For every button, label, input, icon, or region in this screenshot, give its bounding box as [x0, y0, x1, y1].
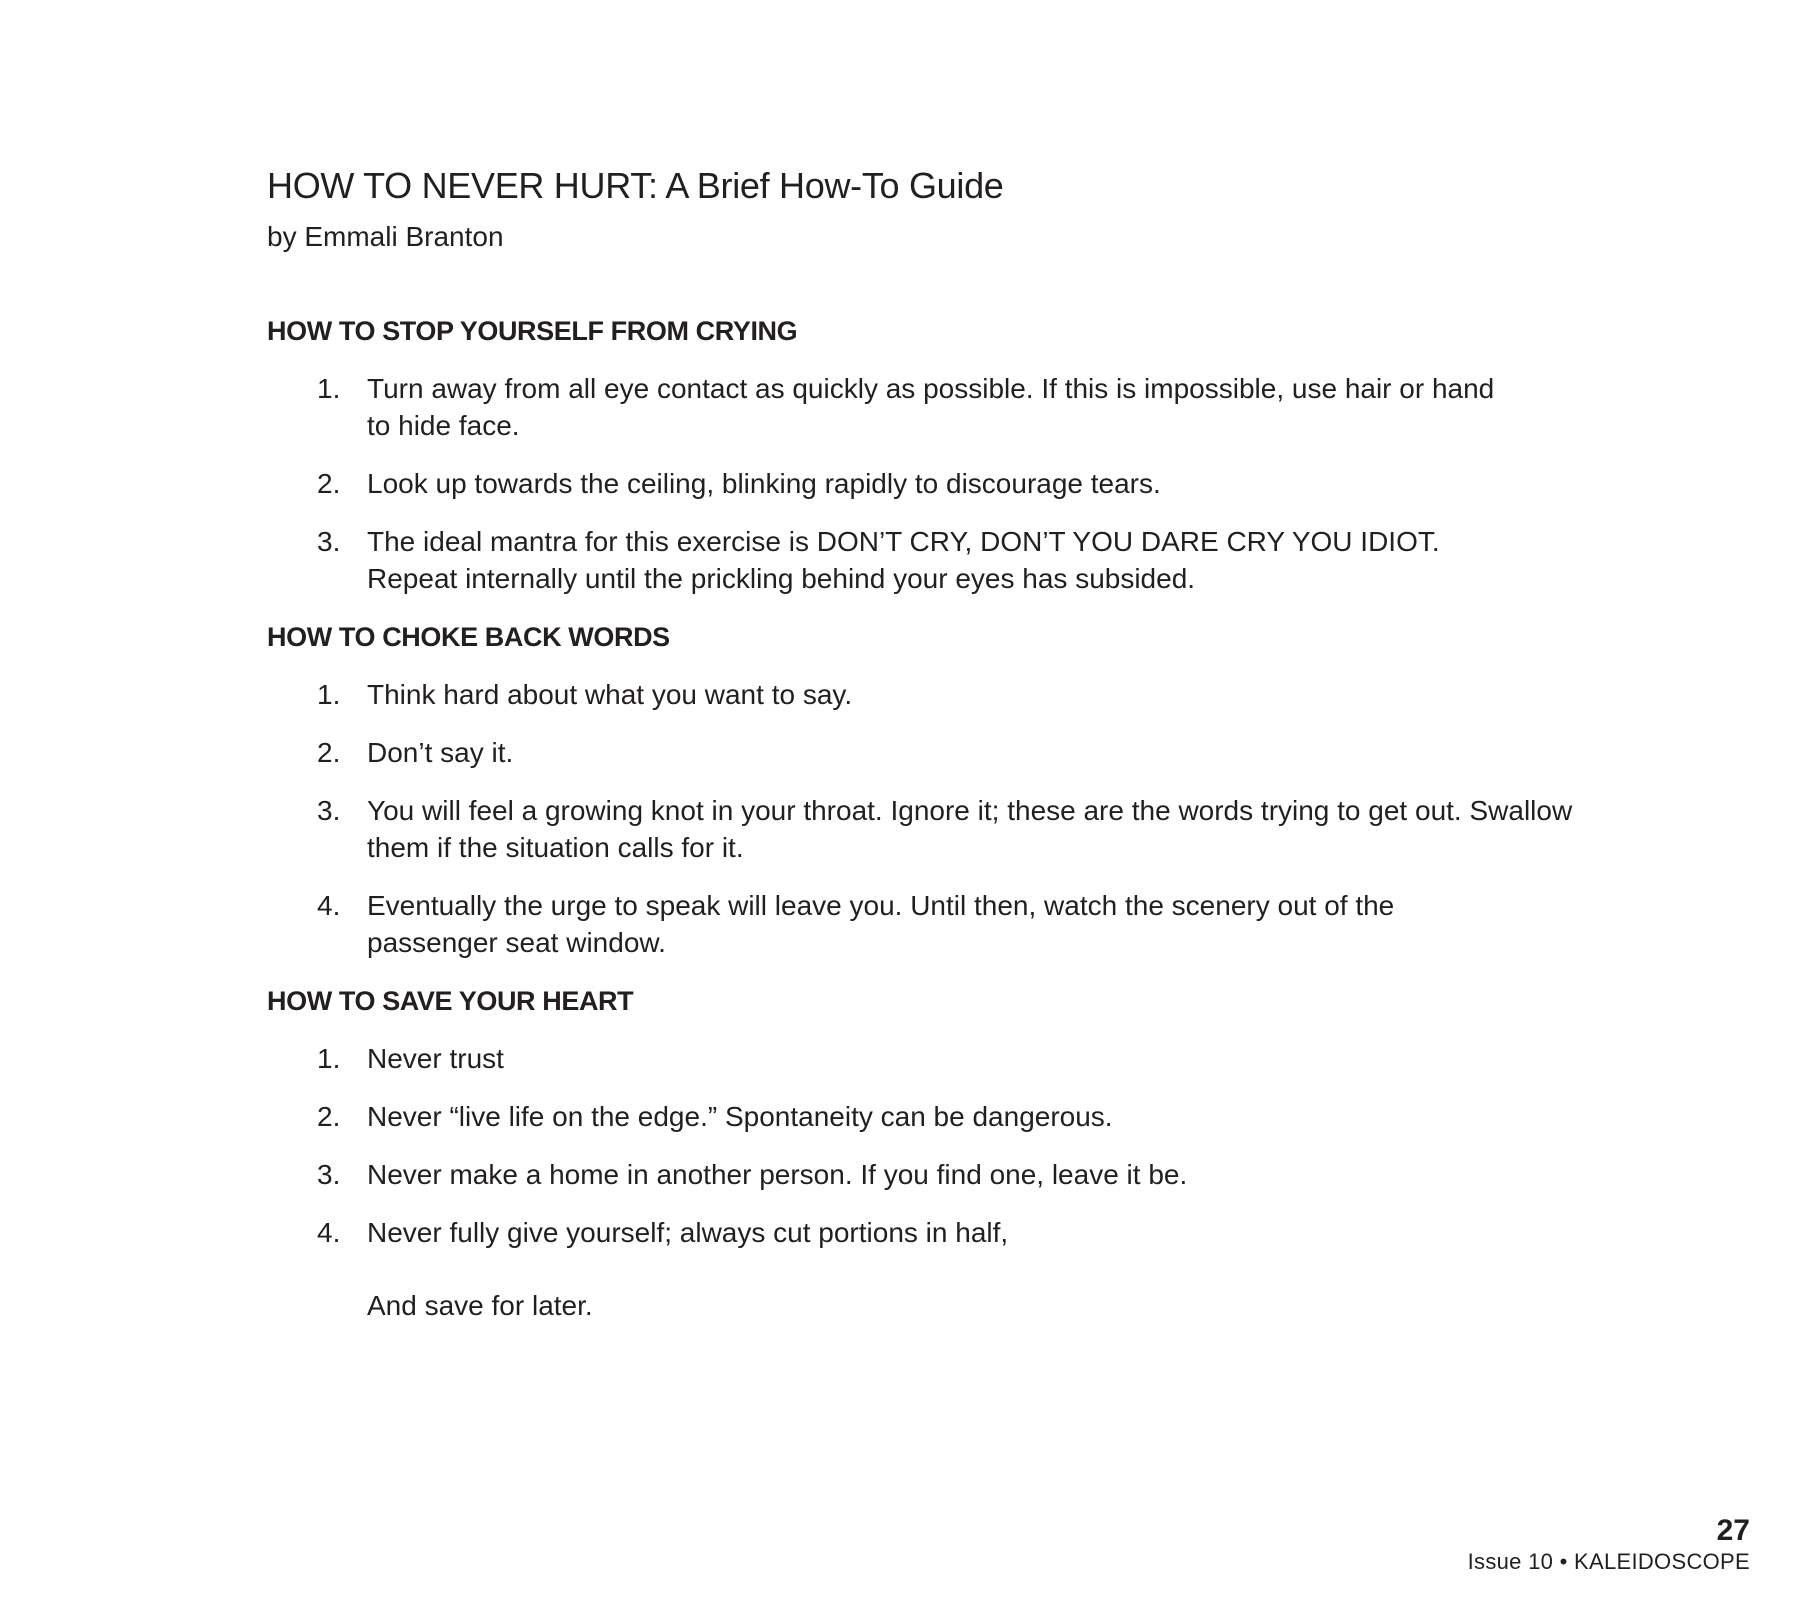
- step-text: Don’t say it.: [367, 737, 514, 768]
- list-item: [267, 1156, 1567, 1193]
- page-footer: [1468, 1514, 1750, 1576]
- list-item: [267, 370, 1567, 444]
- step-number: 1.: [317, 679, 341, 710]
- list-item: [267, 676, 1567, 713]
- section-heading: HOW TO CHOKE BACK WORDS: [267, 622, 670, 652]
- step-text: Look up towards the ceiling, blinking rapidly to discourage tears.: [367, 468, 1161, 499]
- step-text: Think hard about what you want to say.: [367, 679, 853, 710]
- article-body: [267, 312, 1573, 1345]
- list-item: [267, 734, 1567, 771]
- step-number: 4.: [317, 1217, 341, 1248]
- list-item: [267, 1040, 1567, 1077]
- step-text: You will feel a growing knot in your throat. Ignore it; these are the words trying to get out. Swallow them if the situation calls for it.: [367, 795, 1573, 863]
- section-heading: HOW TO SAVE YOUR HEART: [267, 986, 634, 1016]
- section-choke-back-words: [267, 618, 1573, 961]
- step-number: 2.: [317, 737, 341, 768]
- step-number: 2.: [317, 468, 341, 499]
- list-item: [267, 465, 1567, 502]
- page-number: 27: [1716, 1514, 1750, 1547]
- step-list: [267, 1040, 1567, 1324]
- step-text: Never make a home in another person. If you find one, leave it be.: [367, 1159, 1188, 1190]
- step-number: 3.: [317, 795, 341, 826]
- step-text: Never trust: [367, 1043, 504, 1074]
- step-text: Turn away from all eye contact as quickly as possible. If this is impossible, use hair or hand to hide face.: [367, 373, 1495, 441]
- step-list: [267, 676, 1573, 961]
- step-continuation: And save for later.: [367, 1290, 593, 1321]
- step-number: 3.: [317, 526, 341, 557]
- step-number: 4.: [317, 890, 341, 921]
- list-item: [267, 523, 1567, 597]
- step-number: 3.: [317, 1159, 341, 1190]
- step-text: Never fully give yourself; always cut portions in half,: [367, 1217, 1009, 1248]
- step-text: The ideal mantra for this exercise is DON’T CRY, DON’T YOU DARE CRY YOU IDIOT. Repeat internally until the prickling behind your eyes has subsided.: [367, 526, 1440, 594]
- step-text: Never “live life on the edge.” Spontaneity can be dangerous.: [367, 1101, 1113, 1132]
- list-item: [267, 1214, 1567, 1324]
- step-number: 1.: [317, 373, 341, 404]
- step-text: Eventually the urge to speak will leave you. Until then, watch the scenery out of the passenger seat window.: [367, 890, 1395, 958]
- step-list: [267, 370, 1567, 597]
- section-stop-crying: [267, 312, 1567, 597]
- step-number: 1.: [317, 1043, 341, 1074]
- article-title: HOW TO NEVER HURT: A Brief How-To Guide: [267, 165, 1004, 206]
- step-number: 2.: [317, 1101, 341, 1132]
- section-heading: HOW TO STOP YOURSELF FROM CRYING: [267, 316, 798, 346]
- section-save-heart: [267, 982, 1567, 1324]
- article-byline: by Emmali Branton: [267, 221, 504, 252]
- list-item: [267, 887, 1567, 961]
- list-item: [267, 1098, 1567, 1135]
- list-item: [267, 792, 1573, 866]
- issue-line: Issue 10 • KALEIDOSCOPE: [1467, 1549, 1750, 1574]
